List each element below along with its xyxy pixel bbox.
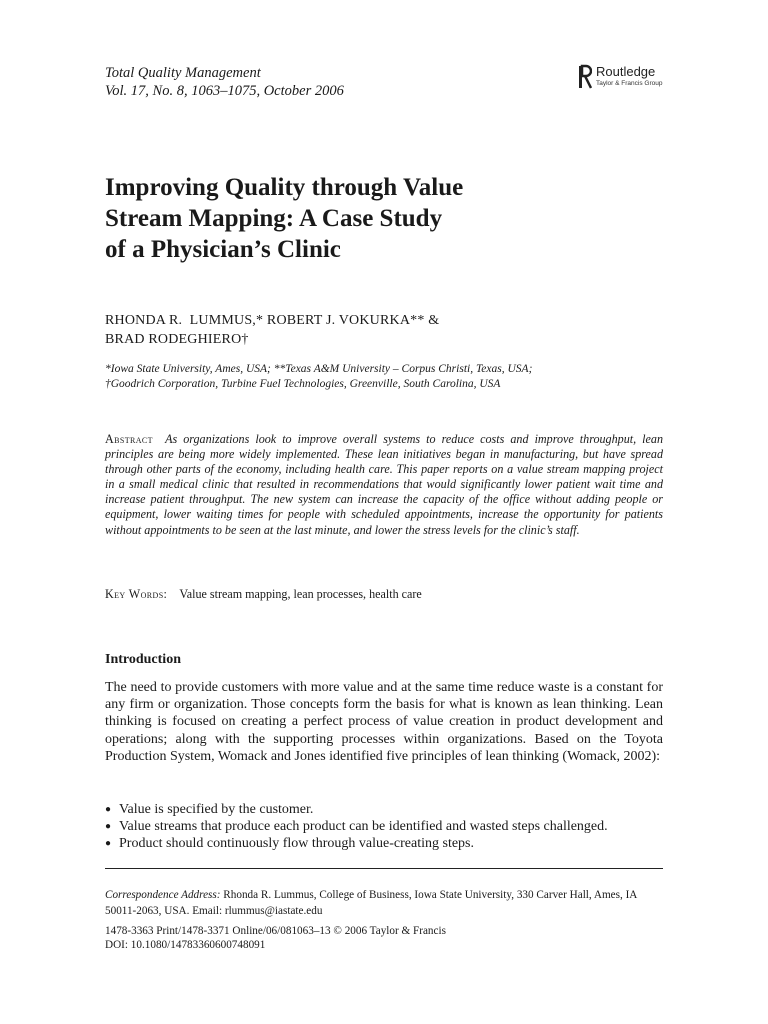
correspondence-text: Rhonda R. Lummus, College of Business, Iowa State University, 330 Carver Hall, Ames, IA 50011-2063, USA. Email: rlummus@iastate.edu	[105, 889, 637, 917]
introduction-paragraph: The need to provide customers with more value and at the same time reduce waste is a constant for any firm or organization. Those concepts form the basis for what is known as lean thinking. Lean thinking is focused on creating a perfect process of value creation in product development and operations; along with the supporting processes within organizations. Based on the Toyota Production System, Womack and Jones identified five principles of lean thinking (Womack, 2002):	[105, 680, 663, 764]
doi-line: DOI: 10.1080/14783360600748091	[105, 938, 266, 951]
publisher-name: Routledge	[596, 64, 656, 79]
list-item: ● Product should continuously flow through value-creating steps.	[105, 835, 665, 852]
correspondence-address	[105, 887, 665, 919]
title-line-1: Improving Quality through Value	[105, 174, 464, 201]
issn-line: 1478-3363 Print/1478-3371 Online/06/081063–13 © 2006 Taylor & Francis	[105, 925, 446, 937]
publication-info	[105, 925, 446, 952]
abstract	[105, 432, 663, 538]
keywords-label: Key Words:	[105, 587, 168, 601]
keywords	[105, 587, 422, 602]
correspondence-label: Correspondence Address:	[105, 889, 221, 901]
lean-principles-list	[105, 801, 665, 853]
publisher-group: Taylor & Francis Group	[596, 80, 663, 87]
section-heading-introduction: Introduction	[105, 652, 181, 667]
list-item: ● Value is specified by the customer.	[105, 801, 665, 818]
authors-line-2: BRAD RODEGHIERO†	[105, 332, 249, 347]
journal-header	[105, 64, 344, 100]
publisher-logo	[578, 64, 688, 92]
title-line-3: of a Physician’s Clinic	[105, 236, 341, 263]
keywords-text: Value stream mapping, lean processes, health care	[179, 587, 422, 601]
author-list	[105, 311, 439, 349]
affiliation-line-1: *Iowa State University, Ames, USA; **Texas A&M University – Corpus Christi, Texas, USA;	[105, 363, 533, 375]
journal-volume: Vol. 17, No. 8, 1063–1075, October 2006	[105, 83, 344, 99]
list-item: ● Value streams that produce each product can be identified and wasted steps challenged.	[105, 818, 665, 835]
routledge-r-icon	[578, 64, 592, 90]
abstract-label: Abstract	[105, 432, 153, 446]
article-title	[105, 172, 625, 265]
authors-line-1: RHONDA R. LUMMUS,* ROBERT J. VOKURKA** &	[105, 313, 440, 328]
abstract-text: As organizations look to improve overall systems to reduce costs and improve throughput, lean principles are being more widely implemented. These lean initiatives began in manufacturing, but have spread through other parts of the economy, including health care. This paper reports on a value stream mapping project in a small medical clinic that resulted in recommendations that would significantly lower patient wait time and increase patient throughput. The new system can increase the capacity of the office without adding people or equipment, lower waiting times for people with scheduled appointments, increase the opportunity for patients without appointments to be seen at the last minute, and lower the stress levels for the clinic’s staff.	[105, 432, 663, 537]
journal-name: Total Quality Management	[105, 65, 261, 81]
footnote-divider	[105, 868, 663, 869]
affiliation-line-2: †Goodrich Corporation, Turbine Fuel Technologies, Greenville, South Carolina, USA	[105, 378, 501, 390]
affiliations	[105, 362, 665, 392]
title-line-2: Stream Mapping: A Case Study	[105, 205, 443, 232]
